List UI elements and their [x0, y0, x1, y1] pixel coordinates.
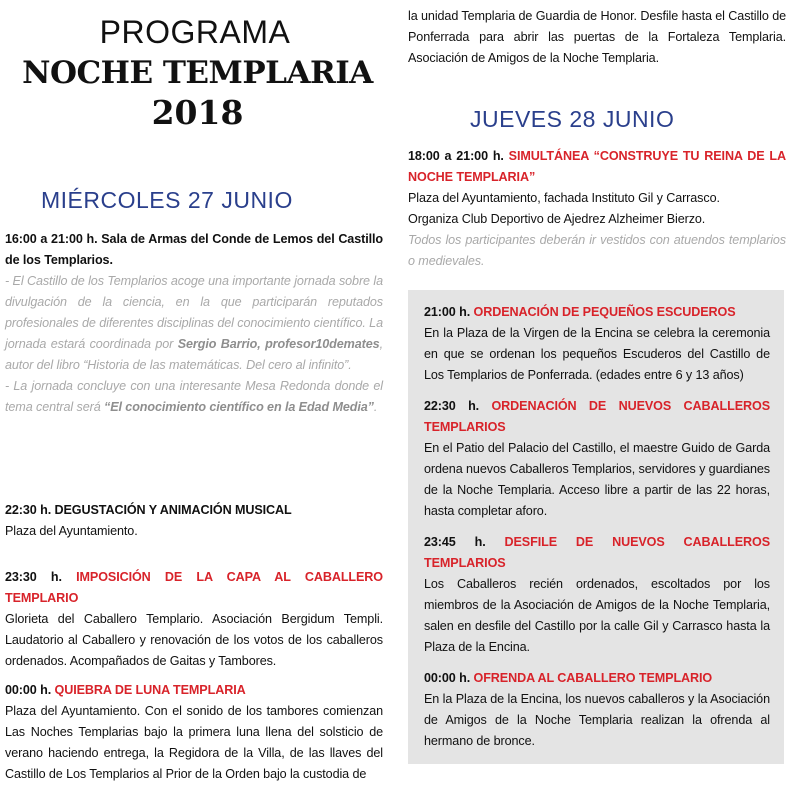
thu-event-4 — [424, 532, 770, 658]
wed-event-2-heading — [5, 500, 383, 521]
wed-event-1-title: Sala de Armas del Conde de Lemos del Castillo de los Templarios. — [5, 232, 384, 267]
thu-event-5-heading — [424, 668, 770, 689]
wed-event-1-desc-2c: . — [373, 400, 378, 414]
thu-event-5-time: 00:00 h. — [424, 671, 471, 685]
continuation-text: la unidad Templaria de Guardia de Honor. Desfile hasta el Castillo de Ponferrada para abrir las puertas de la Fortaleza Templaria. Asociación de Amigos de la Noche Templaria. — [408, 9, 786, 65]
wed-event-1-desc-1c: , autor del libro “Historia de las matemáticas. Del cero al infinito”. — [5, 337, 383, 372]
thu-event-2-time: 21:00 h. — [424, 305, 471, 319]
thu-event-3-heading — [424, 396, 770, 438]
thu-event-4-time: 23:45 h. — [424, 535, 486, 549]
thu-event-3 — [424, 396, 770, 522]
thu-event-1-place: Plaza del Ayuntamiento, fachada Instituto Gil y Carrasco. — [408, 191, 720, 205]
wed-event-2-title: DEGUSTACIÓN Y ANIMACIÓN MUSICAL — [54, 503, 292, 517]
left-column — [5, 0, 383, 800]
thu-event-2-desc: En la Plaza de la Virgen de la Encina se celebra la ceremonia en que se ordenan los pequeños Escuderos del Castillo de Los Templarios de Ponferrada. (edades entre 6 y 13 años) — [424, 326, 770, 382]
wed-event-4-desc: Plaza del Ayuntamiento. Con el sonido de los tambores comienzan Las Noches Templarias bajo la primera luna llena del solsticio de verano haciendo entrega, la Regidora de la Villa, de las llaves del Castillo de Los Templarios al Prior de la Orden bajo la custodia de — [5, 704, 383, 781]
thu-event-4-title: DESFILE DE NUEVOS CABALLEROS TEMPLARIOS — [424, 535, 771, 570]
wed-event-2-time: 22:30 h. — [5, 503, 52, 517]
wed-event-1-desc-2b: “El conocimiento científico en la Edad Media” — [104, 400, 374, 414]
thursday-day-heading: JUEVES 28 JUNIO — [470, 106, 675, 132]
thu-event-1-note: Todos los participantes deberán ir vestidos con atuendos templarios o medievales. — [408, 233, 786, 268]
thu-event-1 — [408, 146, 786, 272]
wed-event-1-time: 16:00 a 21:00 h. — [5, 232, 98, 246]
thu-event-1-heading — [408, 146, 786, 188]
thu-event-3-title: ORDENACIÓN DE NUEVOS CABALLEROS TEMPLARIOS — [424, 399, 771, 434]
thu-event-1-title: SIMULTÁNEA “CONSTRUYE TU REINA DE LA NOCHE TEMPLARIA” — [408, 149, 787, 184]
thu-event-2 — [424, 302, 770, 386]
thu-event-2-heading — [424, 302, 770, 323]
wed-event-1-desc-2 — [5, 376, 383, 418]
wednesday-day-heading: MIÉRCOLES 27 JUNIO — [41, 187, 293, 213]
continuation-text-block — [408, 6, 786, 69]
wed-event-4-heading — [5, 680, 383, 701]
thu-event-3-time: 22:30 h. — [424, 399, 480, 413]
thu-event-1-org: Organiza Club Deportivo de Ajedrez Alzheimer Bierzo. — [408, 212, 706, 226]
wed-event-1-desc-1b: Sergio Barrio, profesor10demates — [177, 337, 380, 351]
thu-event-1-time: 18:00 a 21:00 h. — [408, 149, 504, 163]
thu-event-5-desc: En la Plaza de la Encina, los nuevos caballeros y la Asociación de Amigos de la Noche Templaria realizan la ofrenda al hermano de bronce. — [424, 692, 770, 748]
wed-event-1-heading — [5, 229, 383, 271]
wed-event-3-title: IMPOSICIÓN DE LA CAPA AL CABALLERO TEMPLARIO — [5, 570, 383, 605]
wed-event-2-place: Plaza del Ayuntamiento. — [5, 524, 138, 538]
wed-event-4-time: 00:00 h. — [5, 683, 52, 697]
wed-event-1-desc-1 — [5, 271, 383, 376]
wed-event-1 — [5, 229, 383, 418]
programa-heading: PROGRAMA — [99, 14, 291, 50]
thu-event-4-heading — [424, 532, 770, 574]
right-column — [408, 0, 786, 800]
thu-event-3-desc: En el Patio del Palacio del Castillo, el maestre Guido de Garda ordena nuevos Caballeros Templarios, servidores y guardianes de la Noche Templaria. Acceso libre a partir de las 22 horas, hasta completar aforo. — [424, 441, 770, 518]
wed-event-3-heading — [5, 567, 383, 609]
wed-event-4 — [5, 680, 383, 785]
thu-event-4-desc: Los Caballeros recién ordenados, escoltados por los miembros de la Asociación de Amigos de la Noche Templaria, salen en desfile del Castillo por la calle Gil y Carrasco hasta la Plaza de la Encina. — [424, 577, 770, 654]
year-heading: 2018 — [151, 93, 244, 132]
wed-event-4-title: QUIEBRA DE LUNA TEMPLARIA — [54, 683, 246, 697]
thu-event-5 — [424, 668, 770, 752]
noche-templaria-heading: NOCHE TEMPLARIA — [22, 55, 373, 91]
wed-event-1-desc-1a: - El Castillo de los Templarios acoge una importante jornada sobre la divulgación de la ciencia, en la que participarán reputados profesionales de diferentes disciplinas del conocimiento científico. La jornada estará coordinada por — [5, 274, 383, 351]
wed-event-3-desc: Glorieta del Caballero Templario. Asociación Bergidum Templi. Laudatorio al Caballero y renovación de los votos de los caballeros ordenados. Acompañados de Gaitas y Tambores. — [5, 612, 383, 668]
thu-event-2-title: ORDENACIÓN DE PEQUEÑOS ESCUDEROS — [473, 305, 736, 319]
wed-event-3 — [5, 567, 383, 672]
wed-event-2 — [5, 500, 383, 542]
thu-event-5-title: OFRENDA AL CABALLERO TEMPLARIO — [473, 671, 713, 685]
wed-event-3-time: 23:30 h. — [5, 570, 62, 584]
wed-event-1-desc-2a: - La jornada concluye con una interesante Mesa Redonda donde el tema central será — [5, 379, 383, 414]
